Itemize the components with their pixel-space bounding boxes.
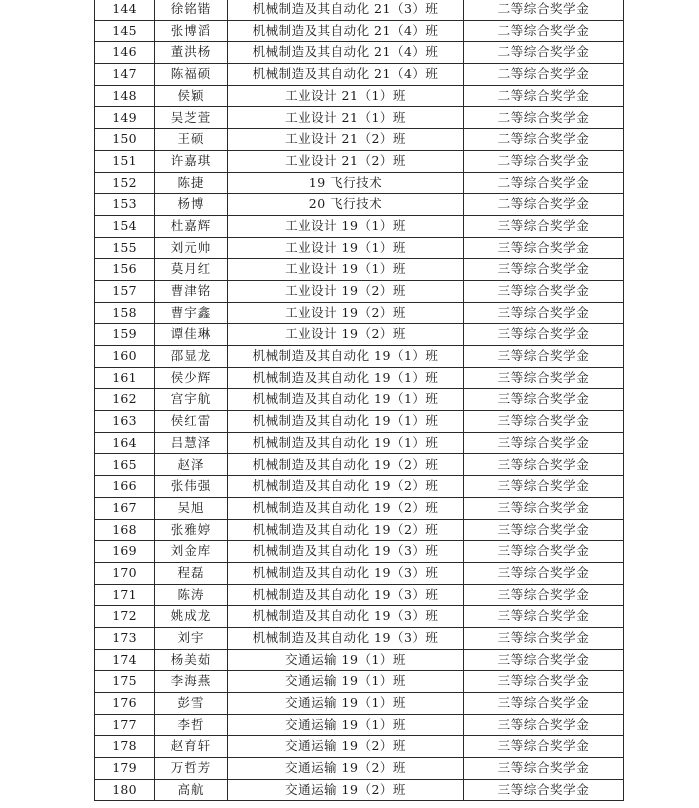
row-number-cell: 164 (95, 432, 155, 454)
student-name-cell: 杨美茹 (155, 649, 228, 671)
row-number-cell: 155 (95, 237, 155, 259)
award-cell: 二等综合奖学金 (464, 42, 624, 64)
table-row (95, 411, 624, 433)
award-cell: 三等综合奖学金 (464, 367, 624, 389)
award-cell: 三等综合奖学金 (464, 541, 624, 563)
class-name-cell: 19 飞行技术 (228, 172, 464, 194)
student-name-cell: 莫月红 (155, 259, 228, 281)
class-name-cell: 机械制造及其自动化 19（2）班 (228, 519, 464, 541)
row-number-cell: 154 (95, 215, 155, 237)
row-number-cell: 176 (95, 693, 155, 715)
row-number-cell: 145 (95, 20, 155, 42)
award-cell: 三等综合奖学金 (464, 346, 624, 368)
award-cell: 三等综合奖学金 (464, 714, 624, 736)
award-cell: 三等综合奖学金 (464, 779, 624, 801)
class-name-cell: 机械制造及其自动化 19（3）班 (228, 606, 464, 628)
student-name-cell: 邵显龙 (155, 346, 228, 368)
class-name-cell: 机械制造及其自动化 21（3）班 (228, 0, 464, 20)
award-cell: 三等综合奖学金 (464, 693, 624, 715)
table-row (95, 432, 624, 454)
scholarship-table (94, 0, 624, 801)
class-name-cell: 工业设计 19（1）班 (228, 259, 464, 281)
student-name-cell: 曹津铭 (155, 280, 228, 302)
row-number-cell: 151 (95, 150, 155, 172)
table-body (95, 0, 624, 801)
table-row (95, 85, 624, 107)
award-cell: 三等综合奖学金 (464, 627, 624, 649)
row-number-cell: 156 (95, 259, 155, 281)
table-row (95, 367, 624, 389)
row-number-cell: 165 (95, 454, 155, 476)
table-row (95, 20, 624, 42)
award-cell: 三等综合奖学金 (464, 649, 624, 671)
row-number-cell: 152 (95, 172, 155, 194)
student-name-cell: 姚成龙 (155, 606, 228, 628)
student-name-cell: 陈涛 (155, 584, 228, 606)
row-number-cell: 147 (95, 64, 155, 86)
row-number-cell: 150 (95, 129, 155, 151)
award-cell: 三等综合奖学金 (464, 324, 624, 346)
row-number-cell: 158 (95, 302, 155, 324)
class-name-cell: 工业设计 21（1）班 (228, 85, 464, 107)
row-number-cell: 157 (95, 280, 155, 302)
table-row (95, 280, 624, 302)
class-name-cell: 机械制造及其自动化 19（3）班 (228, 584, 464, 606)
row-number-cell: 174 (95, 649, 155, 671)
row-number-cell: 168 (95, 519, 155, 541)
class-name-cell: 机械制造及其自动化 21（4）班 (228, 20, 464, 42)
award-cell: 三等综合奖学金 (464, 432, 624, 454)
class-name-cell: 交通运输 19（2）班 (228, 736, 464, 758)
student-name-cell: 谭佳琳 (155, 324, 228, 346)
row-number-cell: 159 (95, 324, 155, 346)
student-name-cell: 宫宇航 (155, 389, 228, 411)
table-row (95, 584, 624, 606)
class-name-cell: 机械制造及其自动化 19（1）班 (228, 367, 464, 389)
award-cell: 三等综合奖学金 (464, 671, 624, 693)
table-row (95, 129, 624, 151)
student-name-cell: 吕慧泽 (155, 432, 228, 454)
table-row (95, 346, 624, 368)
student-name-cell: 陈捷 (155, 172, 228, 194)
row-number-cell: 146 (95, 42, 155, 64)
class-name-cell: 交通运输 19（2）班 (228, 779, 464, 801)
table-row (95, 693, 624, 715)
row-number-cell: 177 (95, 714, 155, 736)
row-number-cell: 162 (95, 389, 155, 411)
award-cell: 二等综合奖学金 (464, 172, 624, 194)
table-row (95, 758, 624, 780)
table-row (95, 541, 624, 563)
award-cell: 三等综合奖学金 (464, 237, 624, 259)
class-name-cell: 交通运输 19（2）班 (228, 758, 464, 780)
award-cell: 二等综合奖学金 (464, 194, 624, 216)
class-name-cell: 机械制造及其自动化 19（2）班 (228, 497, 464, 519)
table-row (95, 779, 624, 801)
table-row (95, 0, 624, 20)
row-number-cell: 178 (95, 736, 155, 758)
table-row (95, 562, 624, 584)
table-row (95, 714, 624, 736)
class-name-cell: 机械制造及其自动化 21（4）班 (228, 42, 464, 64)
award-cell: 二等综合奖学金 (464, 20, 624, 42)
table-row (95, 671, 624, 693)
student-name-cell: 赵育轩 (155, 736, 228, 758)
class-name-cell: 机械制造及其自动化 19（2）班 (228, 454, 464, 476)
award-cell: 二等综合奖学金 (464, 85, 624, 107)
class-name-cell: 机械制造及其自动化 19（1）班 (228, 411, 464, 433)
student-name-cell: 陈福硕 (155, 64, 228, 86)
table-row (95, 649, 624, 671)
class-name-cell: 机械制造及其自动化 19（3）班 (228, 541, 464, 563)
student-name-cell: 侯红雷 (155, 411, 228, 433)
table-row (95, 454, 624, 476)
table-row (95, 237, 624, 259)
table-row (95, 150, 624, 172)
class-name-cell: 工业设计 19（2）班 (228, 302, 464, 324)
award-cell: 二等综合奖学金 (464, 150, 624, 172)
row-number-cell: 170 (95, 562, 155, 584)
class-name-cell: 机械制造及其自动化 19（3）班 (228, 627, 464, 649)
class-name-cell: 工业设计 21（2）班 (228, 150, 464, 172)
row-number-cell: 172 (95, 606, 155, 628)
table-row (95, 627, 624, 649)
table-row (95, 42, 624, 64)
award-cell: 三等综合奖学金 (464, 302, 624, 324)
award-cell: 三等综合奖学金 (464, 736, 624, 758)
row-number-cell: 180 (95, 779, 155, 801)
student-name-cell: 侯颖 (155, 85, 228, 107)
award-cell: 二等综合奖学金 (464, 0, 624, 20)
student-name-cell: 刘金库 (155, 541, 228, 563)
class-name-cell: 机械制造及其自动化 19（1）班 (228, 389, 464, 411)
table-row (95, 302, 624, 324)
row-number-cell: 163 (95, 411, 155, 433)
class-name-cell: 机械制造及其自动化 19（2）班 (228, 476, 464, 498)
row-number-cell: 173 (95, 627, 155, 649)
class-name-cell: 工业设计 19（1）班 (228, 215, 464, 237)
award-cell: 三等综合奖学金 (464, 476, 624, 498)
award-cell: 三等综合奖学金 (464, 584, 624, 606)
student-name-cell: 刘宇 (155, 627, 228, 649)
award-cell: 三等综合奖学金 (464, 454, 624, 476)
row-number-cell: 149 (95, 107, 155, 129)
student-name-cell: 吴旭 (155, 497, 228, 519)
student-name-cell: 李哲 (155, 714, 228, 736)
award-cell: 三等综合奖学金 (464, 411, 624, 433)
student-name-cell: 董洪杨 (155, 42, 228, 64)
award-cell: 三等综合奖学金 (464, 562, 624, 584)
award-cell: 三等综合奖学金 (464, 497, 624, 519)
award-cell: 三等综合奖学金 (464, 280, 624, 302)
award-cell: 三等综合奖学金 (464, 389, 624, 411)
class-name-cell: 工业设计 21（1）班 (228, 107, 464, 129)
student-name-cell: 许嘉琪 (155, 150, 228, 172)
student-name-cell: 杜嘉辉 (155, 215, 228, 237)
student-name-cell: 张雅婷 (155, 519, 228, 541)
table-row (95, 497, 624, 519)
award-cell: 三等综合奖学金 (464, 606, 624, 628)
table-row (95, 259, 624, 281)
table-row (95, 389, 624, 411)
class-name-cell: 工业设计 19（1）班 (228, 237, 464, 259)
class-name-cell: 交通运输 19（1）班 (228, 693, 464, 715)
student-name-cell: 李海燕 (155, 671, 228, 693)
student-name-cell: 张伟强 (155, 476, 228, 498)
student-name-cell: 高航 (155, 779, 228, 801)
class-name-cell: 交通运输 19（1）班 (228, 714, 464, 736)
row-number-cell: 169 (95, 541, 155, 563)
student-name-cell: 侯少辉 (155, 367, 228, 389)
row-number-cell: 153 (95, 194, 155, 216)
row-number-cell: 167 (95, 497, 155, 519)
student-name-cell: 吴芝萱 (155, 107, 228, 129)
class-name-cell: 机械制造及其自动化 21（4）班 (228, 64, 464, 86)
student-name-cell: 彭雪 (155, 693, 228, 715)
award-cell: 三等综合奖学金 (464, 519, 624, 541)
table-row (95, 606, 624, 628)
row-number-cell: 144 (95, 0, 155, 20)
award-cell: 二等综合奖学金 (464, 107, 624, 129)
table-row (95, 476, 624, 498)
award-cell: 二等综合奖学金 (464, 129, 624, 151)
table-row (95, 215, 624, 237)
student-name-cell: 王硕 (155, 129, 228, 151)
award-cell: 二等综合奖学金 (464, 64, 624, 86)
award-cell: 三等综合奖学金 (464, 758, 624, 780)
table-row (95, 172, 624, 194)
student-name-cell: 程磊 (155, 562, 228, 584)
class-name-cell: 20 飞行技术 (228, 194, 464, 216)
table-row (95, 64, 624, 86)
class-name-cell: 交通运输 19（1）班 (228, 649, 464, 671)
table-row (95, 736, 624, 758)
row-number-cell: 175 (95, 671, 155, 693)
row-number-cell: 171 (95, 584, 155, 606)
row-number-cell: 179 (95, 758, 155, 780)
table-row (95, 107, 624, 129)
student-name-cell: 徐铭锴 (155, 0, 228, 20)
row-number-cell: 166 (95, 476, 155, 498)
student-name-cell: 赵泽 (155, 454, 228, 476)
class-name-cell: 工业设计 21（2）班 (228, 129, 464, 151)
row-number-cell: 148 (95, 85, 155, 107)
table-row (95, 324, 624, 346)
student-name-cell: 曹宇鑫 (155, 302, 228, 324)
class-name-cell: 机械制造及其自动化 19（3）班 (228, 562, 464, 584)
award-cell: 三等综合奖学金 (464, 215, 624, 237)
class-name-cell: 工业设计 19（2）班 (228, 324, 464, 346)
student-name-cell: 杨博 (155, 194, 228, 216)
student-name-cell: 万哲芳 (155, 758, 228, 780)
award-cell: 三等综合奖学金 (464, 259, 624, 281)
student-name-cell: 刘元帅 (155, 237, 228, 259)
row-number-cell: 160 (95, 346, 155, 368)
class-name-cell: 机械制造及其自动化 19（1）班 (228, 432, 464, 454)
table-row (95, 194, 624, 216)
class-name-cell: 工业设计 19（2）班 (228, 280, 464, 302)
table-row (95, 519, 624, 541)
student-name-cell: 张博滔 (155, 20, 228, 42)
class-name-cell: 机械制造及其自动化 19（1）班 (228, 346, 464, 368)
row-number-cell: 161 (95, 367, 155, 389)
class-name-cell: 交通运输 19（1）班 (228, 671, 464, 693)
